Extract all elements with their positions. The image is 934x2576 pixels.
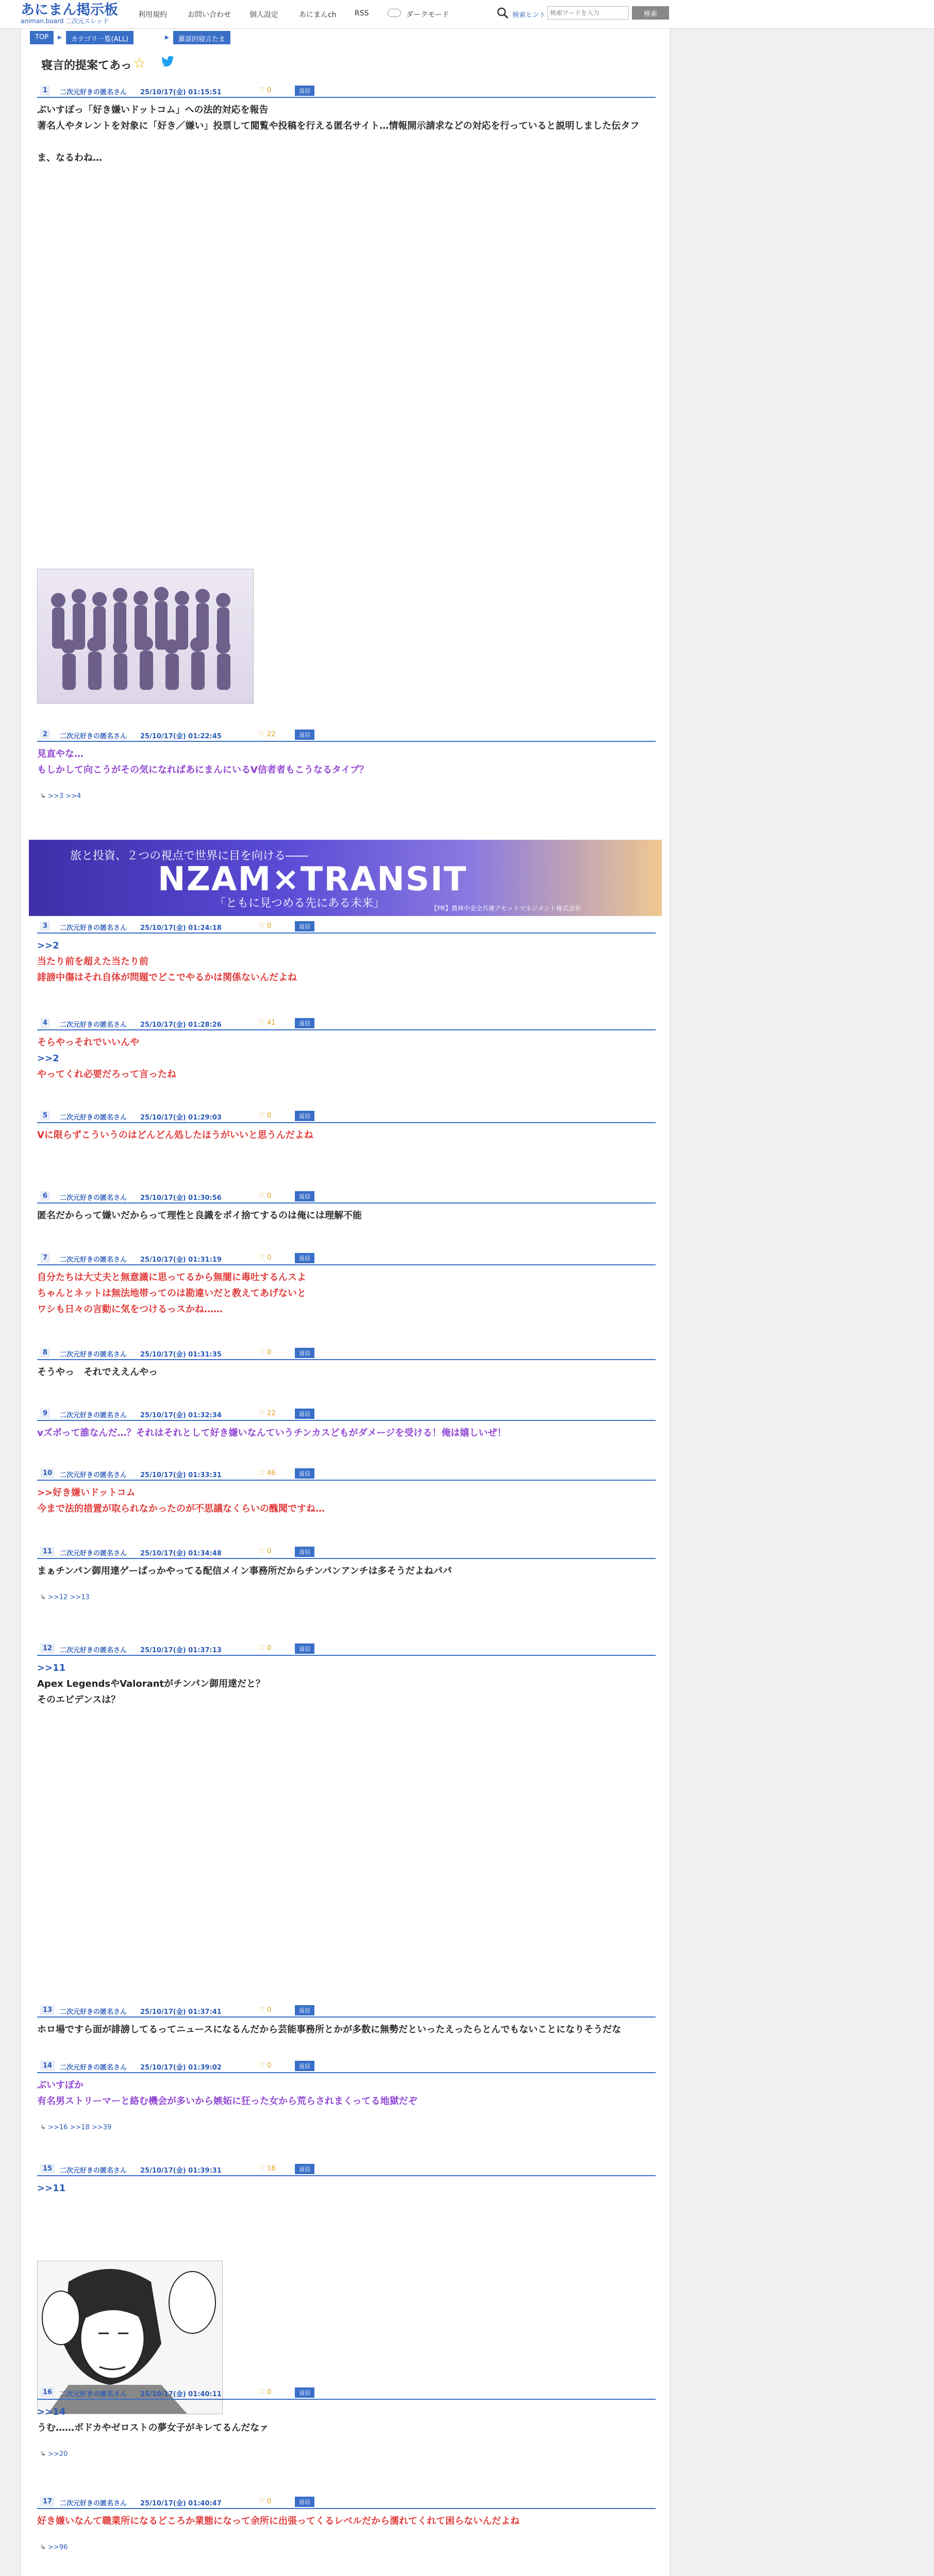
- good-count: 0: [267, 1645, 272, 1652]
- reply-arrow-icon: ↳: [40, 792, 48, 800]
- post-date: 25/10/17(金) 01:39:31: [140, 2167, 222, 2175]
- poster-name: 二次元好きの匿名さん: [60, 733, 127, 740]
- post-body-line: ぶいすぽっ「好き嫌いドットコム」への法的対応を報告: [37, 105, 269, 115]
- good-count: 41: [267, 1019, 276, 1027]
- breadcrumb-arrow-icon: ▸: [165, 32, 170, 42]
- good-count: 18: [267, 2165, 276, 2173]
- post-body-line: そらやっそれでいいんや: [37, 1037, 139, 1048]
- poster-name: 二次元好きの匿名さん: [60, 1114, 127, 1122]
- logo-subtext: animan.board 二次元スレッド: [21, 18, 109, 25]
- post-meta: [37, 1245, 656, 1265]
- post-date: 25/10/17(金) 01:30:56: [140, 1194, 222, 1202]
- good-icon[interactable]: ♡: [259, 1254, 265, 1262]
- reply-button[interactable]: 返信: [295, 2061, 314, 2071]
- post-number[interactable]: 8: [40, 1348, 50, 1358]
- reply-links[interactable]: [40, 792, 81, 800]
- reply-button[interactable]: 返信: [295, 2497, 314, 2507]
- good-count: 0: [267, 922, 272, 930]
- post-number[interactable]: 6: [40, 1191, 50, 1201]
- post-date: 25/10/17(金) 01:15:51: [140, 89, 222, 96]
- ad-tagline: 「ともに見つめる先にある未来」: [214, 897, 385, 910]
- advertisement-banner[interactable]: [29, 840, 662, 916]
- good-count: 0: [267, 1112, 272, 1120]
- post-body-line: 自分たちは大丈夫と無意識に思ってるから無闇に毒吐するんスよ: [37, 1272, 306, 1283]
- post-body-line[interactable]: >>11: [37, 2183, 66, 2194]
- post-number[interactable]: 14: [40, 2061, 55, 2071]
- reply-link-list[interactable]: >>16 >>18 >>39: [48, 2124, 112, 2131]
- post-body-line: 見直やな…: [37, 749, 84, 759]
- post-meta: [37, 721, 656, 742]
- post-body-line: 匿名だからって嫌いだからって理性と良識をポイ捨てするのは俺には理解不能: [37, 1210, 362, 1221]
- reply-button[interactable]: 返信: [295, 2005, 314, 2015]
- reply-button[interactable]: 返信: [295, 86, 314, 96]
- post-date: 25/10/17(金) 01:22:45: [140, 733, 222, 740]
- poster-name: 二次元好きの匿名さん: [60, 1412, 127, 1419]
- breadcrumb-arrow-icon: ▸: [58, 32, 62, 42]
- post-body-line[interactable]: >>2: [37, 1053, 59, 1064]
- post-number[interactable]: 12: [40, 1643, 55, 1653]
- post-number[interactable]: 16: [40, 2387, 55, 2397]
- post-body-line: もしかして向こうがその気になればあにまんにいるV信者者もこうなるタイプ？: [37, 765, 369, 775]
- good-count: 22: [267, 1410, 276, 1417]
- reply-links[interactable]: [40, 2124, 111, 2131]
- good-count: 0: [267, 2006, 272, 2014]
- breadcrumb-thread[interactable]: 雑談的寝言たま: [173, 31, 230, 44]
- post-number[interactable]: 5: [40, 1111, 50, 1121]
- search-icon[interactable]: [496, 6, 509, 20]
- nav-contact[interactable]: お問い合わせ: [188, 11, 231, 19]
- poster-name: 二次元好きの匿名さん: [60, 1550, 127, 1557]
- good-icon[interactable]: ♡: [259, 2006, 265, 2014]
- post-meta: [37, 1400, 656, 1421]
- post-body-line: 誹謗中傷はそれ自体が問題でどこでやるかは関係ないんだよね: [37, 972, 297, 983]
- post-date: 25/10/17(金) 01:32:34: [140, 1412, 222, 1419]
- site-header: [0, 0, 934, 29]
- nav-animan-ch[interactable]: あにまんch: [299, 11, 337, 19]
- post-body-line: まぁチンパン御用達ゲーばっかやってる配信メイン事務所だからチンパンアンチは多そうだよねパパ: [37, 1566, 452, 1577]
- post-body-line: ホロ場ですら面が誹謗してるってニュースになるんだから芸能事務所とかが多数に無勢だといったえったらとんでもないことになりそうだな: [37, 2024, 622, 2035]
- post-body-line[interactable]: >>14: [37, 2406, 66, 2417]
- reply-arrow-icon: ↳: [40, 2124, 48, 2131]
- logo-text: あにまん掲示板: [21, 2, 118, 18]
- reply-links[interactable]: [40, 1594, 90, 1601]
- post-date: 25/10/17(金) 01:29:03: [140, 1114, 222, 1122]
- post-number[interactable]: 13: [40, 2005, 55, 2015]
- good-count: 0: [267, 87, 272, 94]
- reply-arrow-icon: ↳: [40, 2450, 48, 2458]
- good-icon[interactable]: ♡: [259, 1192, 265, 1200]
- post-date: 25/10/17(金) 01:40:47: [140, 2500, 222, 2507]
- post-body-line: Apex LegendsやValorantがチンパン御用達だと？: [37, 1679, 265, 1689]
- reply-links[interactable]: [40, 2544, 68, 2551]
- reply-button[interactable]: 返信: [295, 921, 314, 931]
- post-meta: [37, 2379, 656, 2400]
- post-number[interactable]: 3: [40, 921, 50, 931]
- post-body-line[interactable]: >>2: [37, 940, 59, 951]
- good-icon[interactable]: ♡: [259, 1112, 265, 1120]
- post-number[interactable]: 1: [40, 86, 50, 95]
- post-date: 25/10/17(金) 01:24:18: [140, 924, 222, 932]
- favorite-star-icon[interactable]: ☆: [133, 55, 146, 72]
- post-body-line: そのエビデンスは？: [37, 1694, 121, 1705]
- nav-terms[interactable]: 利用規約: [138, 11, 167, 19]
- reply-button[interactable]: 返信: [295, 1409, 314, 1419]
- post-meta: [37, 2053, 656, 2073]
- post-meta: [37, 1183, 656, 1204]
- breadcrumb-top[interactable]: TOP: [30, 31, 54, 44]
- ad-logo: NZAM×TRANSIT: [158, 860, 468, 899]
- good-icon[interactable]: ♡: [259, 87, 265, 94]
- twitter-share-icon[interactable]: [161, 55, 176, 70]
- ad-sponsor: 【PR】農林中金全共連アセットマネジメント株式会社: [431, 905, 581, 912]
- good-count: 46: [267, 1469, 276, 1477]
- poster-name: 二次元好きの匿名さん: [60, 924, 127, 932]
- poster-name: 二次元好きの匿名さん: [60, 1351, 127, 1359]
- post-meta: [37, 1460, 656, 1481]
- post-body-line: うむ……ボドカやゼロストの夢女子がキレてるんだなァ: [37, 2422, 269, 2433]
- reply-button[interactable]: 返信: [295, 2387, 314, 2398]
- post-body-line: 有名男ストリーマーと絡む機会が多いから嫉妬に狂った女から荒らされまくってる地獄だぞ: [37, 2096, 418, 2107]
- good-icon[interactable]: ♡: [259, 1548, 265, 1555]
- reply-button[interactable]: 返信: [295, 1253, 314, 1263]
- post-body-line: そうやっ それでええんやっ: [37, 1367, 158, 1378]
- good-icon[interactable]: ♡: [259, 1469, 265, 1477]
- post-date: 25/10/17(金) 01:34:48: [140, 1550, 222, 1557]
- post-body-line: ぶいすぽか: [37, 2080, 84, 2091]
- post-date: 25/10/17(金) 01:40:11: [140, 2391, 222, 2398]
- post-date: 25/10/17(金) 01:37:13: [140, 1647, 222, 1654]
- post-body-line: Vに限らずこういうのはどんどん処したほうがいいと思うんだよね: [37, 1130, 313, 1141]
- thread-title: 寝言的提案てあっ: [41, 59, 132, 72]
- good-count: 0: [267, 1254, 272, 1262]
- reply-button[interactable]: 返信: [295, 1643, 314, 1654]
- post-body-line: vズポって誰なんだ…？それはそれとして好き嫌いなんていうチンカスどもがダメージを受ける！俺は嬉しいぜ！: [37, 1428, 507, 1438]
- post-meta: [37, 2156, 656, 2176]
- post-number[interactable]: 11: [40, 1547, 55, 1556]
- site-logo[interactable]: [21, 2, 124, 25]
- good-icon[interactable]: ♡: [259, 1019, 265, 1027]
- good-count: 0: [267, 1548, 272, 1555]
- poster-name: 二次元好きの匿名さん: [60, 1647, 127, 1654]
- post-number[interactable]: 4: [40, 1018, 50, 1028]
- good-count: 0: [267, 2062, 272, 2070]
- reply-button[interactable]: 返信: [295, 730, 314, 740]
- good-icon[interactable]: ♡: [259, 1349, 265, 1357]
- post-date: 25/10/17(金) 01:28:26: [140, 1021, 222, 1029]
- good-icon[interactable]: ♡: [259, 1410, 265, 1417]
- good-count: 0: [267, 2388, 272, 2396]
- post-number[interactable]: 15: [40, 2164, 55, 2174]
- post-meta: [37, 2488, 656, 2509]
- reply-link-list[interactable]: >>3 >>4: [48, 792, 81, 800]
- search-button[interactable]: 検索: [632, 6, 669, 20]
- poster-name: 二次元好きの匿名さん: [60, 2391, 127, 2398]
- good-icon[interactable]: ♡: [259, 922, 265, 930]
- ad-headline: 旅と投資、２つの視点で世界に目を向ける――: [70, 850, 309, 862]
- good-count: 0: [267, 1192, 272, 1200]
- reply-links[interactable]: [40, 2450, 68, 2458]
- reply-button[interactable]: 返信: [295, 1018, 314, 1028]
- reply-arrow-icon: ↳: [40, 2544, 48, 2551]
- reply-link-list[interactable]: >>12 >>13: [48, 1594, 90, 1601]
- good-count: 22: [267, 731, 276, 738]
- reply-link-list[interactable]: >>20: [48, 2450, 68, 2458]
- post-body-line: 今まで法的措置が取られなかったのが不思議なくらいの醜聞ですね…: [37, 1503, 325, 1514]
- post-meta: [37, 1538, 656, 1559]
- post-date: 25/10/17(金) 01:39:02: [140, 2064, 222, 2072]
- good-icon[interactable]: ♡: [259, 2388, 265, 2396]
- poster-name: 二次元好きの匿名さん: [60, 2064, 127, 2072]
- good-icon[interactable]: ♡: [259, 1645, 265, 1652]
- nav-settings[interactable]: 個人設定: [249, 11, 278, 19]
- reply-button[interactable]: 返信: [295, 1348, 314, 1358]
- good-count: 0: [267, 1349, 272, 1357]
- reply-button[interactable]: 返信: [295, 2164, 314, 2174]
- reply-link-list[interactable]: >>96: [48, 2544, 68, 2551]
- breadcrumb-category[interactable]: カテゴリ一覧(ALL): [66, 31, 134, 44]
- post-body-line: 著名人やタレントを対象に「好き／嫌い」投票して閲覧や投稿を行える匿名サイト…情報開示請求などの対応を行っていると説明しました伝タフ: [37, 121, 640, 131]
- post-body-line: ちゃんとネットは無法地帯ってのは勘違いだと教えてあげないと: [37, 1288, 306, 1299]
- post-date: 25/10/17(金) 01:37:41: [140, 2008, 222, 2016]
- poster-name: 二次元好きの匿名さん: [60, 2167, 127, 2175]
- dark-mode-label: ダークモード: [406, 11, 449, 19]
- post-number[interactable]: 9: [40, 1409, 50, 1418]
- post-number[interactable]: 17: [40, 2497, 55, 2506]
- good-count: 0: [267, 2498, 272, 2505]
- good-icon[interactable]: ♡: [259, 2165, 265, 2173]
- post-number[interactable]: 7: [40, 1253, 50, 1263]
- reply-button[interactable]: 返信: [295, 1191, 314, 1201]
- post-meta: [37, 1010, 656, 1030]
- reply-button[interactable]: 返信: [295, 1111, 314, 1121]
- poster-name: 二次元好きの匿名さん: [60, 1021, 127, 1029]
- poster-name: 二次元好きの匿名さん: [60, 1471, 127, 1479]
- post-number[interactable]: 2: [40, 730, 50, 739]
- post-body-line: ま、なるわね…: [37, 152, 102, 163]
- post-body-line[interactable]: >>好き嫌いドットコム: [37, 1487, 136, 1498]
- dark-mode-toggle[interactable]: [388, 9, 401, 17]
- post-1-image[interactable]: [37, 569, 254, 704]
- poster-name: 二次元好きの匿名さん: [60, 1194, 127, 1202]
- reply-button[interactable]: 返信: [295, 1468, 314, 1479]
- poster-name: 二次元好きの匿名さん: [60, 1256, 127, 1264]
- post-date: 25/10/17(金) 01:33:31: [140, 1471, 222, 1479]
- reply-arrow-icon: ↳: [40, 1594, 48, 1601]
- good-icon[interactable]: ♡: [259, 731, 265, 738]
- search-input[interactable]: [547, 6, 629, 20]
- post-body-line: 当たり前を超えた当たり前: [37, 956, 148, 967]
- post-meta: [37, 1635, 656, 1656]
- post-meta: [37, 1997, 656, 2018]
- post-body-line[interactable]: >>11: [37, 1663, 66, 1673]
- post-meta: [37, 913, 656, 934]
- nav-rss[interactable]: RSS: [355, 9, 369, 18]
- poster-name: 二次元好きの匿名さん: [60, 2500, 127, 2507]
- post-meta: [37, 1103, 656, 1123]
- poster-name: 二次元好きの匿名さん: [60, 89, 127, 96]
- post-body-line: ワシも日々の言動に気をつけるっスかね……: [37, 1304, 223, 1315]
- good-icon[interactable]: ♡: [259, 2498, 265, 2505]
- post-number[interactable]: 10: [40, 1468, 55, 1478]
- search-hint-link[interactable]: 検索ヒント: [512, 11, 546, 19]
- post-body-line: やってくれ必要だろって言ったね: [37, 1069, 176, 1080]
- post-meta: [37, 1340, 656, 1360]
- post-date: 25/10/17(金) 01:31:35: [140, 1351, 222, 1359]
- post-date: 25/10/17(金) 01:31:19: [140, 1256, 222, 1264]
- good-icon[interactable]: ♡: [259, 2062, 265, 2070]
- poster-name: 二次元好きの匿名さん: [60, 2008, 127, 2016]
- post-meta: [37, 77, 656, 98]
- reply-button[interactable]: 返信: [295, 1547, 314, 1557]
- post-body-line: 好き嫌いなんて職業所になるどころか業態になって余所に出張ってくるレベルだから濡れてくれて困らないんだよね: [37, 2516, 520, 2527]
